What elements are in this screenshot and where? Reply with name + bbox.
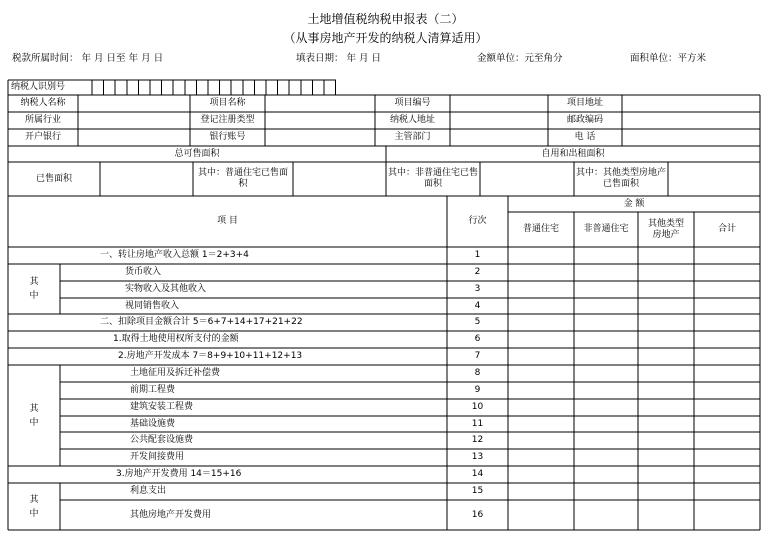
amount-non-ordinary-field[interactable] <box>574 264 638 281</box>
total-saleable-area-label: 总可售面积 <box>174 148 220 159</box>
row-line-no-8: 8 <box>474 368 481 378</box>
row-label-15: 利息支出 <box>130 486 167 496</box>
taxpayer-id-label: 纳税人识别号 <box>11 82 66 92</box>
group-label-dev-cost: 其 中 <box>29 403 39 428</box>
form-title: 土地增值税纳税申报表（二） <box>307 12 464 26</box>
amount-ordinary-field[interactable] <box>508 432 574 449</box>
non-ordinary-sold-area-label: 其中：非普通住宅已售面积 <box>388 168 479 189</box>
ordinary-sold-area-label: 其中：普通住宅已售面积 <box>197 168 288 189</box>
taxpayer-address-label: 纳税人地址 <box>389 115 435 125</box>
row-label-14: 3.房地产开发费用 14＝15+16 <box>116 469 242 479</box>
row-label-3: 实物收入及其他收入 <box>125 284 207 294</box>
sold-area-label: 已售面积 <box>35 173 72 184</box>
amount-total-field[interactable] <box>694 483 760 500</box>
amount-other-type-field[interactable] <box>638 348 694 365</box>
amount-ordinary-field[interactable] <box>508 500 574 530</box>
area-unit: 面积单位：平方米 <box>630 53 707 64</box>
amount-ordinary-field[interactable] <box>508 314 574 331</box>
row-line-no-7: 7 <box>474 351 481 361</box>
amount-total-field[interactable] <box>694 432 760 449</box>
amount-ordinary-field[interactable] <box>508 281 574 298</box>
amount-ordinary-field[interactable] <box>508 399 574 416</box>
amount-total-field[interactable] <box>694 449 760 466</box>
amount-non-ordinary-field[interactable] <box>574 365 638 382</box>
amount-non-ordinary-field[interactable] <box>574 449 638 466</box>
row-label-4: 视同销售收入 <box>125 300 180 311</box>
amount-other-type-field[interactable] <box>638 416 694 432</box>
amount-ordinary-field[interactable] <box>508 247 574 264</box>
row-line-no-14: 14 <box>471 469 484 479</box>
amount-other-type-field[interactable] <box>638 314 694 331</box>
amount-non-ordinary-field[interactable] <box>574 348 638 365</box>
amount-total-field[interactable] <box>694 500 760 530</box>
item-header: 项 目 <box>217 216 238 226</box>
row-label-13: 开发间接费用 <box>130 452 185 462</box>
total-header: 合计 <box>717 224 736 234</box>
amount-ordinary-field[interactable] <box>508 298 574 314</box>
amount-ordinary-field[interactable] <box>508 466 574 483</box>
money-unit: 金额单位：元至角分 <box>477 53 563 64</box>
row-line-no-12: 12 <box>471 435 484 445</box>
row-label-7: 2.房地产开发成本 7＝8+9+10+11+12+13 <box>118 351 303 361</box>
project-address-label: 项目地址 <box>566 98 603 108</box>
ordinary-header: 普通住宅 <box>522 224 559 234</box>
postal-code-field[interactable] <box>622 112 760 129</box>
amount-ordinary-field[interactable] <box>508 365 574 382</box>
amount-total-field[interactable] <box>694 264 760 281</box>
row-label-9: 前期工程费 <box>130 385 176 395</box>
amount-non-ordinary-field[interactable] <box>574 466 638 483</box>
amount-non-ordinary-field[interactable] <box>574 399 638 416</box>
amount-total-field[interactable] <box>694 399 760 416</box>
amount-total-field[interactable] <box>694 365 760 382</box>
amount-other-type-field[interactable] <box>638 432 694 449</box>
amount-ordinary-field[interactable] <box>508 348 574 365</box>
bank-account-label: 银行账号 <box>209 132 246 142</box>
self-use-rent-area-label: 自用和出租面积 <box>541 148 605 159</box>
group-label-income: 其 中 <box>29 277 39 301</box>
project-name-field[interactable] <box>265 95 375 112</box>
amount-ordinary-field[interactable] <box>508 483 574 500</box>
group-label-dev-expense: 其 中 <box>29 494 39 519</box>
bank-field[interactable] <box>78 129 190 146</box>
amount-total-field[interactable] <box>694 314 760 331</box>
row-label-6: 1.取得土地使用权所支付的金额 <box>113 334 239 344</box>
row-label-1: 一、转让房地产收入总额 1＝2+3+4 <box>100 250 249 260</box>
amount-total-field[interactable] <box>694 331 760 348</box>
fill-date-field: 填表日期： 年 月 日 <box>296 53 382 64</box>
period-field: 税款所属时间： 年 月 日至 年 月 日 <box>12 53 164 64</box>
amount-other-type-field[interactable] <box>638 466 694 483</box>
non-ordinary-header: 非普通住宅 <box>583 224 629 234</box>
amount-other-type-field[interactable] <box>638 449 694 466</box>
row-line-no-5: 5 <box>474 317 481 327</box>
amount-non-ordinary-field[interactable] <box>574 314 638 331</box>
row-line-no-13: 13 <box>471 452 484 462</box>
bank-account-field[interactable] <box>265 129 375 146</box>
amount-other-type-field[interactable] <box>638 298 694 314</box>
amount-ordinary-field[interactable] <box>508 382 574 399</box>
authority-field[interactable] <box>450 129 548 146</box>
taxpayer-address-field[interactable] <box>450 112 548 129</box>
project-no-label: 项目编号 <box>394 98 431 108</box>
row-label-8: 土地征用及拆迁补偿费 <box>130 368 221 378</box>
amount-other-type-field[interactable] <box>638 382 694 399</box>
project-name-label: 项目名称 <box>209 98 246 108</box>
amount-non-ordinary-field[interactable] <box>574 247 638 264</box>
amount-total-field[interactable] <box>694 382 760 399</box>
amount-non-ordinary-field[interactable] <box>574 331 638 348</box>
row-label-5: 二、扣除项目金额合计 5＝6+7+14+17+21+22 <box>100 317 303 327</box>
row-line-no-3: 3 <box>474 284 481 294</box>
amount-other-type-field[interactable] <box>638 365 694 382</box>
row-label-16: 其他房地产开发费用 <box>130 509 212 520</box>
other-sold-area-field[interactable] <box>668 162 760 196</box>
registration-type-field[interactable] <box>265 112 375 129</box>
amount-total-field[interactable] <box>694 281 760 298</box>
amount-ordinary-field[interactable] <box>508 416 574 432</box>
taxpayer-name-label: 纳税人名称 <box>20 98 66 108</box>
row-line-no-4: 4 <box>474 300 481 311</box>
row-line-no-16: 16 <box>471 509 484 520</box>
row-line-no-11: 11 <box>471 418 484 429</box>
amount-non-ordinary-field[interactable] <box>574 432 638 449</box>
amount-non-ordinary-field[interactable] <box>574 483 638 500</box>
amount-other-type-field[interactable] <box>638 483 694 500</box>
line-no-header: 行次 <box>468 216 487 226</box>
amount-total-field[interactable] <box>694 348 760 365</box>
amount-total-field[interactable] <box>694 416 760 432</box>
amount-ordinary-field[interactable] <box>508 264 574 281</box>
amount-non-ordinary-field[interactable] <box>574 281 638 298</box>
amount-non-ordinary-field[interactable] <box>574 416 638 432</box>
registration-type-label: 登记注册类型 <box>200 115 255 125</box>
row-line-no-15: 15 <box>471 486 484 496</box>
amount-other-type-field[interactable] <box>638 264 694 281</box>
row-label-2: 货币收入 <box>125 267 162 277</box>
amount-other-type-field[interactable] <box>638 331 694 348</box>
row-label-11: 基础设施费 <box>130 418 176 429</box>
phone-field[interactable] <box>622 129 760 146</box>
industry-field[interactable] <box>78 112 190 129</box>
form-subtitle: （从事房地产开发的纳税人清算适用） <box>283 31 488 45</box>
amount-non-ordinary-field[interactable] <box>574 500 638 530</box>
project-no-field[interactable] <box>450 95 548 112</box>
ordinary-sold-area-field[interactable] <box>293 162 386 196</box>
sold-area-field[interactable] <box>100 162 193 196</box>
bank-label: 开户银行 <box>24 132 61 142</box>
row-line-no-1: 1 <box>474 250 481 260</box>
amount-total-field[interactable] <box>694 298 760 314</box>
amount-other-type-field[interactable] <box>638 500 694 530</box>
postal-code-label: 邮政编码 <box>566 115 603 125</box>
amount-other-type-field[interactable] <box>638 281 694 298</box>
amount-other-type-field[interactable] <box>638 247 694 264</box>
industry-label: 所属行业 <box>24 115 61 125</box>
authority-label: 主管部门 <box>394 132 431 142</box>
amount-total-field[interactable] <box>694 247 760 264</box>
amount-ordinary-field[interactable] <box>508 331 574 348</box>
row-label-12: 公共配套设施费 <box>130 435 194 445</box>
project-address-field[interactable] <box>622 95 760 112</box>
amount-non-ordinary-field[interactable] <box>574 298 638 314</box>
other-type-header: 其他类型房地产 <box>647 218 684 240</box>
amount-non-ordinary-field[interactable] <box>574 382 638 399</box>
row-line-no-6: 6 <box>474 334 481 344</box>
phone-label: 电 话 <box>574 132 596 142</box>
row-label-10: 建筑安装工程费 <box>130 402 194 412</box>
row-line-no-9: 9 <box>474 385 481 395</box>
amount-ordinary-field[interactable] <box>508 449 574 466</box>
amount-total-field[interactable] <box>694 466 760 483</box>
row-line-no-10: 10 <box>471 402 484 412</box>
taxpayer-name-field[interactable] <box>78 95 190 112</box>
row-line-no-2: 2 <box>474 267 481 277</box>
amount-other-type-field[interactable] <box>638 399 694 416</box>
amount-header: 金 额 <box>623 198 645 209</box>
non-ordinary-sold-area-field[interactable] <box>480 162 574 196</box>
other-sold-area-label: 其中：其他类型房地产已售面积 <box>576 168 667 189</box>
